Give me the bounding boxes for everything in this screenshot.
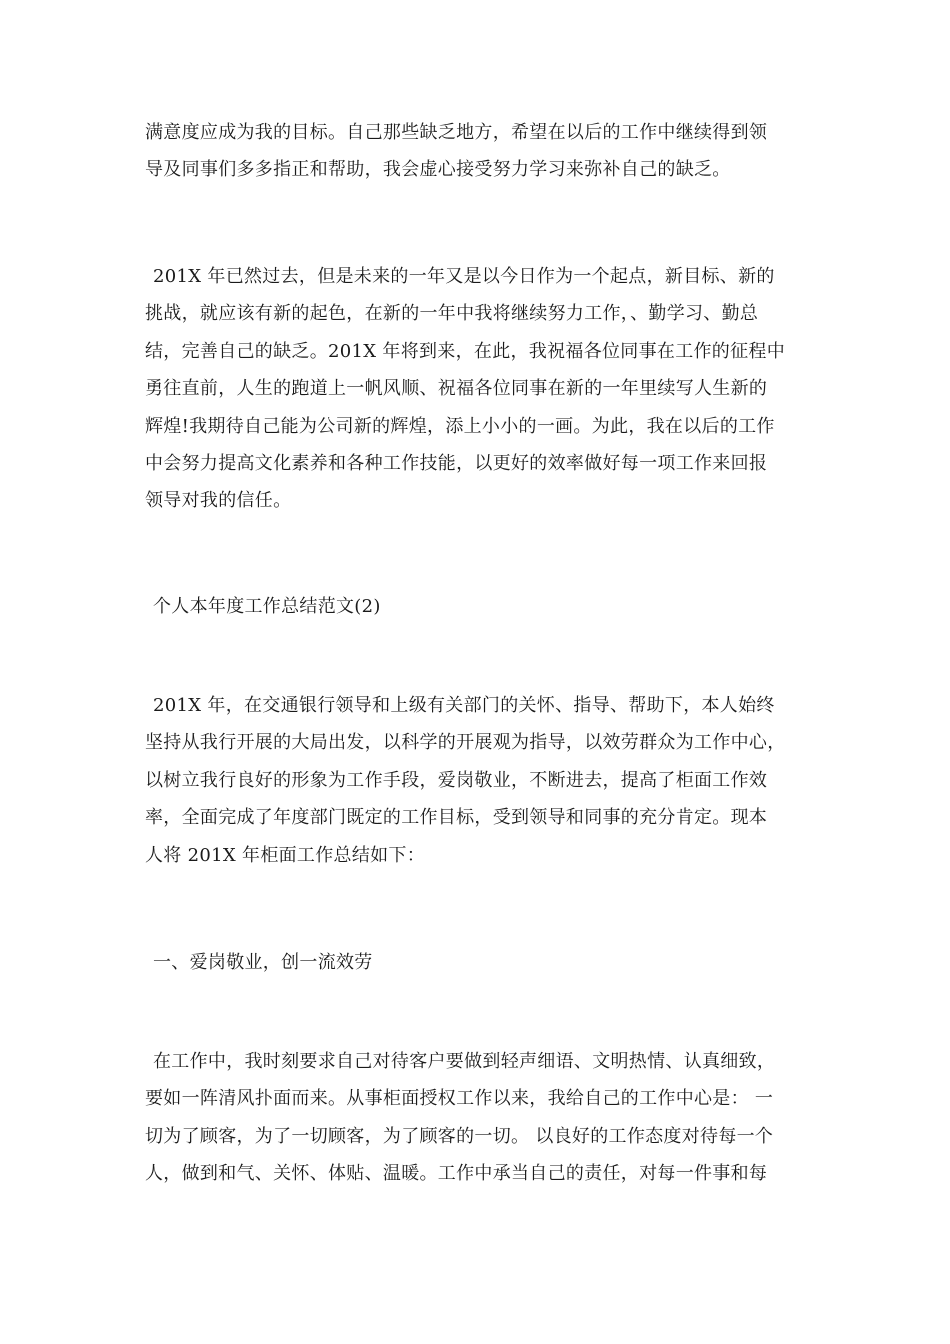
text-line: 切为了顾客，为了一切顾客，为了顾客的一切。 以良好的工作态度对待每一个: [145, 1125, 774, 1147]
section-title: [145, 588, 810, 625]
section-heading-one: [145, 944, 810, 981]
text-line: 人将 201X 年柜面工作总结如下：: [145, 844, 426, 866]
paragraph-closing-goals: [145, 114, 810, 189]
text-line: 中会努力提高文化素养和各种工作技能，以更好的效率做好每一项工作来回报: [145, 453, 768, 475]
text-line: 以树立我行良好的形象为工作手段，爱岗敬业，不断进去，提高了柜面工作效: [145, 769, 768, 791]
text-line: 辉煌!我期待自己能为公司新的辉煌，添上小小的一画。为此，我在以后的工作: [145, 415, 775, 437]
paragraph-annual-summary: [145, 687, 810, 874]
text-line: 勇往直前，人生的跑道上一帆风顺、祝福各位同事在新的一年里续写人生新的: [145, 378, 768, 400]
heading-line: 一、爱岗敬业，创一流效劳: [153, 952, 373, 973]
heading-line: 个人本年度工作总结范文(2): [153, 596, 381, 617]
text-line: 人，做到和气、关怀、体贴、温暖。工作中承当自己的责任，对每一件事和每: [145, 1163, 768, 1185]
text-line: 率，全面完成了年度部门既定的工作目标，受到领导和同事的充分肯定。现本: [145, 807, 768, 829]
text-line: 在工作中，我时刻要求自己对待客户要做到轻声细语、文明热情、认真细致，: [153, 1051, 776, 1072]
paragraph-customer-service: [145, 1043, 810, 1193]
text-line: 结，完善自己的缺乏。201X 年将到来，在此，我祝福各位同事在工作的征程中: [145, 340, 785, 362]
text-line: 满意度应成为我的目标。自己那些缺乏地方，希望在以后的工作中继续得到领: [145, 122, 768, 143]
text-line: 坚持从我行开展的大局出发，以科学的开展观为指导，以效劳群众为工作中心，: [145, 732, 786, 754]
text-line: 领导对我的信任。: [145, 490, 292, 512]
text-line: 挑战，就应该有新的起色，在新的一年中我将继续努力工作，、勤学习、勤总: [145, 303, 759, 325]
text-line: 201X 年已然过去，但是未来的一年又是以今日作为一个起点，新目标、新的: [153, 266, 775, 287]
text-line: 201X 年，在交通银行领导和上级有关部门的关怀、指导、帮助下，本人始终: [153, 695, 775, 716]
paragraph-new-year: [145, 258, 810, 520]
text-line: 要如一阵清风扑面而来。从事柜面授权工作以来，我给自己的工作中心是： 一: [145, 1088, 774, 1110]
text-line: 导及同事们多多指正和帮助，我会虚心接受努力学习来弥补自己的缺乏。: [145, 159, 731, 181]
